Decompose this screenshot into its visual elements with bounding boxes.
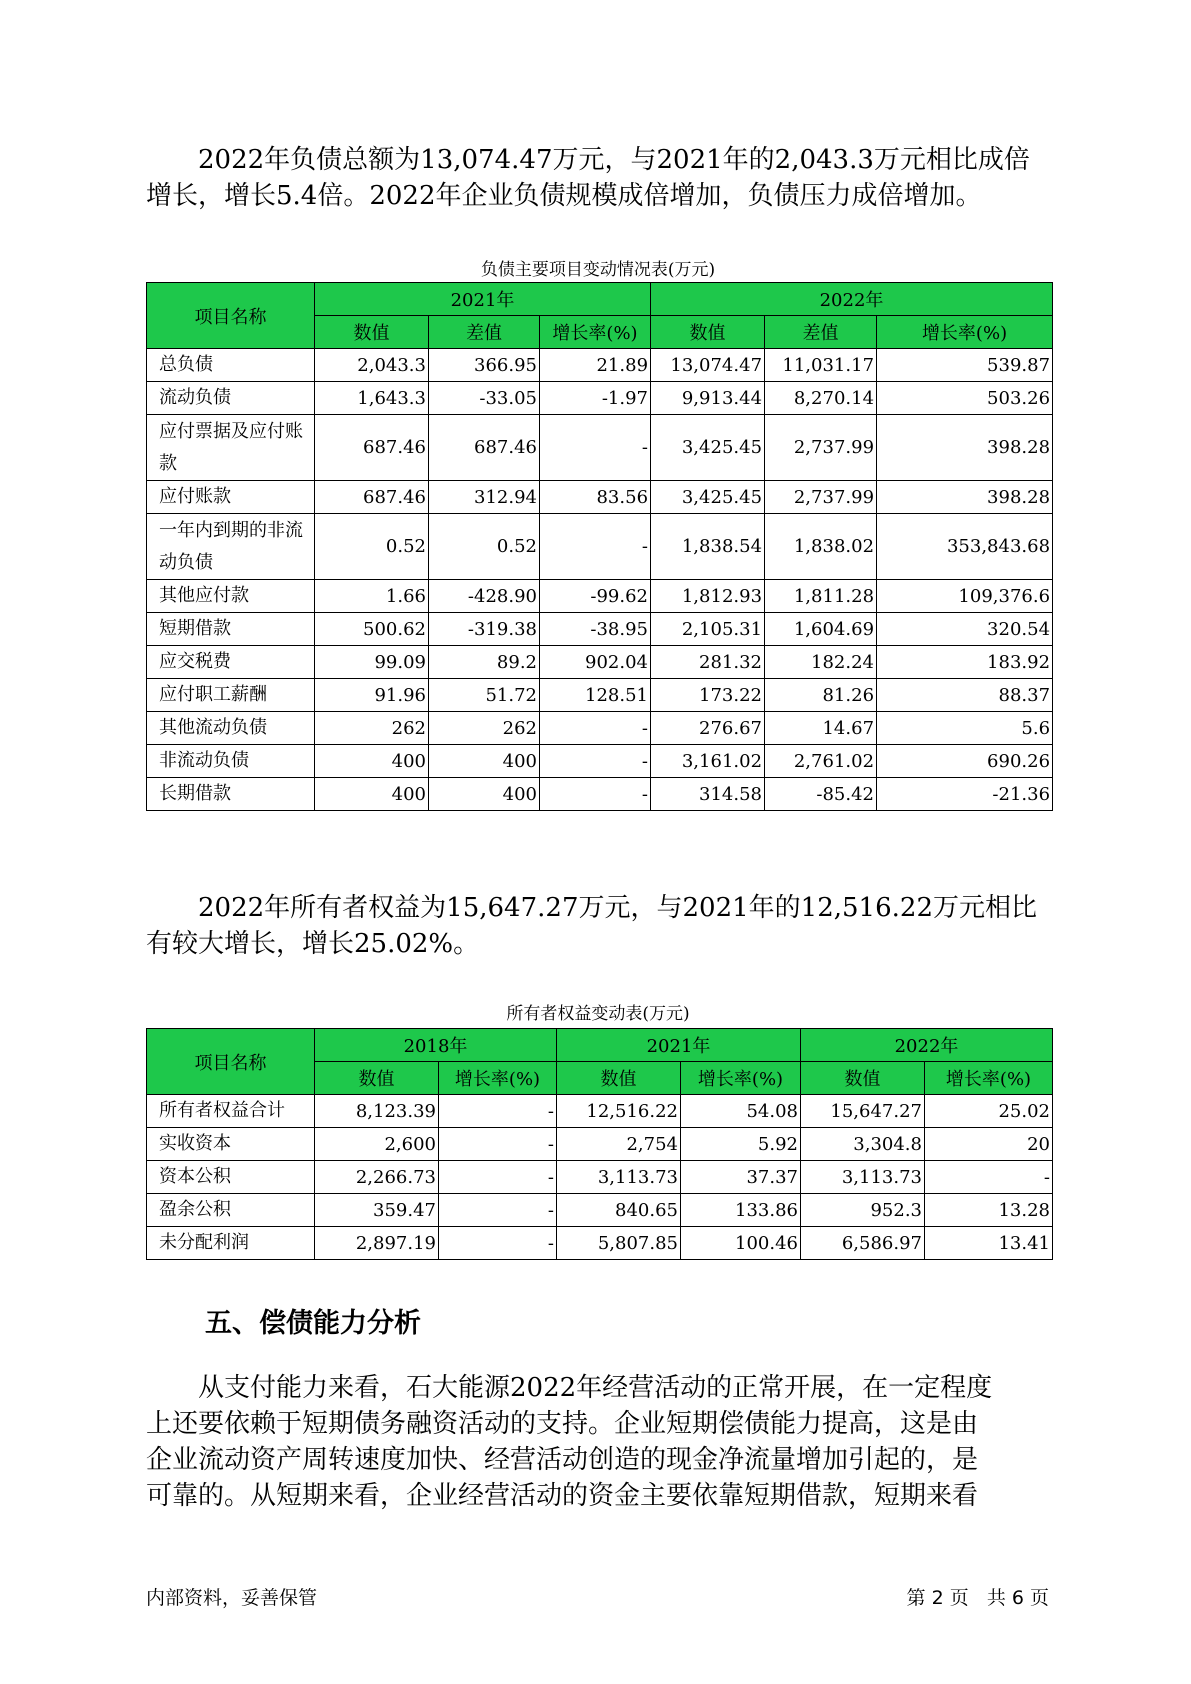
header-sub: 数值	[801, 1062, 925, 1095]
cell: -	[439, 1194, 557, 1227]
table-row	[147, 481, 1053, 514]
paragraph-liabilities	[146, 142, 1050, 214]
cell: 400	[429, 745, 540, 778]
cell: 11,031.17	[765, 349, 877, 382]
header-year-2021: 2021年	[315, 283, 651, 316]
cell: 5.6	[877, 712, 1053, 745]
cell: 5,807.85	[557, 1227, 681, 1260]
cell: 6,586.97	[801, 1227, 925, 1260]
cell: -319.38	[429, 613, 540, 646]
cell: 2,754	[557, 1128, 681, 1161]
cell: -38.95	[540, 613, 651, 646]
header-year-2021: 2021年	[557, 1029, 801, 1062]
cell: 1,604.69	[765, 613, 877, 646]
row-name: 其他流动负债	[147, 712, 315, 745]
cell: 91.96	[315, 679, 429, 712]
cell: 13.28	[925, 1194, 1053, 1227]
paragraph-line: 增长，增长5.4倍。2022年企业负债规模成倍增加，负债压力成倍增加。	[146, 181, 982, 211]
cell: -	[540, 514, 651, 580]
cell: 3,425.45	[651, 481, 765, 514]
cell: 3,304.8	[801, 1128, 925, 1161]
cell: 3,113.73	[557, 1161, 681, 1194]
cell: 2,737.99	[765, 481, 877, 514]
cell: -	[540, 415, 651, 481]
table1-caption: 负债主要项目变动情况表(万元)	[480, 260, 716, 280]
header-sub: 差值	[765, 316, 877, 349]
cell: 15,647.27	[801, 1095, 925, 1128]
cell: 276.67	[651, 712, 765, 745]
cell: 21.89	[540, 349, 651, 382]
table-row	[147, 1128, 1053, 1161]
cell: 5.92	[681, 1128, 801, 1161]
cell: -428.90	[429, 580, 540, 613]
cell: -99.62	[540, 580, 651, 613]
table-row	[147, 646, 1053, 679]
cell: 1,643.3	[315, 382, 429, 415]
row-name: 应付票据及应付账款	[147, 415, 315, 481]
cell: -	[540, 712, 651, 745]
table-row	[147, 349, 1053, 382]
cell: 400	[429, 778, 540, 811]
paragraph-line: 企业流动资产周转速度加快、经营活动创造的现金净流量增加引起的，是	[146, 1445, 979, 1475]
cell: 312.94	[429, 481, 540, 514]
cell: 0.52	[429, 514, 540, 580]
cell: 9,913.44	[651, 382, 765, 415]
header-sub: 增长率(%)	[439, 1062, 557, 1095]
cell: 359.47	[315, 1194, 439, 1227]
cell: 13,074.47	[651, 349, 765, 382]
cell: 1,811.28	[765, 580, 877, 613]
cell: 1,812.93	[651, 580, 765, 613]
cell: -21.36	[877, 778, 1053, 811]
cell: -	[439, 1095, 557, 1128]
table-row	[147, 745, 1053, 778]
cell: 183.92	[877, 646, 1053, 679]
cell: 1,838.54	[651, 514, 765, 580]
table-row	[147, 514, 1053, 580]
cell: 314.58	[651, 778, 765, 811]
table-row	[147, 415, 1053, 481]
cell: 89.2	[429, 646, 540, 679]
cell: 54.08	[681, 1095, 801, 1128]
liabilities-table	[146, 282, 1053, 811]
cell: 100.46	[681, 1227, 801, 1260]
table-row	[147, 580, 1053, 613]
row-name: 未分配利润	[147, 1227, 315, 1260]
cell: 2,266.73	[315, 1161, 439, 1194]
cell: 3,161.02	[651, 745, 765, 778]
header-sub: 差值	[429, 316, 540, 349]
cell: 398.28	[877, 415, 1053, 481]
cell: 88.37	[877, 679, 1053, 712]
header-sub: 增长率(%)	[925, 1062, 1053, 1095]
cell: 320.54	[877, 613, 1053, 646]
equity-table	[146, 1028, 1053, 1260]
row-name: 长期借款	[147, 778, 315, 811]
row-name: 所有者权益合计	[147, 1095, 315, 1128]
cell: 687.46	[429, 415, 540, 481]
cell: 2,043.3	[315, 349, 429, 382]
cell: 133.86	[681, 1194, 801, 1227]
header-item-name: 项目名称	[147, 283, 315, 349]
cell: 366.95	[429, 349, 540, 382]
header-sub: 增长率(%)	[877, 316, 1053, 349]
cell: -	[540, 778, 651, 811]
cell: -1.97	[540, 382, 651, 415]
paragraph-line: 可靠的。从短期来看，企业经营活动的资金主要依靠短期借款，短期来看	[146, 1481, 979, 1511]
cell: 262	[429, 712, 540, 745]
header-year-2022: 2022年	[801, 1029, 1053, 1062]
footer-page-number: 第 2 页 共 6 页	[906, 1587, 1049, 1609]
header-sub: 数值	[315, 316, 429, 349]
cell: 2,897.19	[315, 1227, 439, 1260]
table-row	[147, 1227, 1053, 1260]
paragraph-line: 有较大增长，增长25.02%。	[146, 929, 480, 959]
table-row	[147, 613, 1053, 646]
cell: 840.65	[557, 1194, 681, 1227]
cell: 3,425.45	[651, 415, 765, 481]
cell: 8,270.14	[765, 382, 877, 415]
paragraph-equity	[146, 890, 1050, 962]
header-item-name: 项目名称	[147, 1029, 315, 1095]
row-name: 一年内到期的非流动负债	[147, 514, 315, 580]
row-name: 应交税费	[147, 646, 315, 679]
cell: 14.67	[765, 712, 877, 745]
row-name: 盈余公积	[147, 1194, 315, 1227]
row-name: 资本公积	[147, 1161, 315, 1194]
cell: 3,113.73	[801, 1161, 925, 1194]
cell: 83.56	[540, 481, 651, 514]
cell: 400	[315, 778, 429, 811]
cell: 687.46	[315, 481, 429, 514]
cell: -33.05	[429, 382, 540, 415]
table-row	[147, 1194, 1053, 1227]
cell: 2,761.02	[765, 745, 877, 778]
table2-caption: 所有者权益变动表(万元)	[506, 1004, 690, 1024]
cell: 1.66	[315, 580, 429, 613]
table-row	[147, 679, 1053, 712]
header-year-2018: 2018年	[315, 1029, 557, 1062]
row-name: 总负债	[147, 349, 315, 382]
cell: -	[540, 745, 651, 778]
row-name: 短期借款	[147, 613, 315, 646]
cell: 12,516.22	[557, 1095, 681, 1128]
row-name: 应付职工薪酬	[147, 679, 315, 712]
cell: 353,843.68	[877, 514, 1053, 580]
paragraph-line: 上还要依赖于短期债务融资活动的支持。企业短期偿债能力提高，这是由	[146, 1409, 979, 1439]
section-heading: 五、偿债能力分析	[205, 1308, 421, 1339]
cell: 81.26	[765, 679, 877, 712]
cell: -	[439, 1161, 557, 1194]
row-name: 实收资本	[147, 1128, 315, 1161]
cell: 262	[315, 712, 429, 745]
cell: 500.62	[315, 613, 429, 646]
paragraph-line: 2022年负债总额为13,074.47万元，与2021年的2,043.3万元相比成倍	[198, 145, 1030, 175]
cell: 25.02	[925, 1095, 1053, 1128]
cell: 2,105.31	[651, 613, 765, 646]
cell: 13.41	[925, 1227, 1053, 1260]
cell: -	[439, 1128, 557, 1161]
cell: 173.22	[651, 679, 765, 712]
row-name: 流动负债	[147, 382, 315, 415]
cell: 2,737.99	[765, 415, 877, 481]
paragraph-solvency	[146, 1370, 1050, 1514]
paragraph-line: 2022年所有者权益为15,647.27万元，与2021年的12,516.22万元相比	[198, 893, 1037, 923]
cell: 2,600	[315, 1128, 439, 1161]
cell: -	[439, 1227, 557, 1260]
cell: 281.32	[651, 646, 765, 679]
table-row	[147, 712, 1053, 745]
cell: 99.09	[315, 646, 429, 679]
cell: 0.52	[315, 514, 429, 580]
cell: 539.87	[877, 349, 1053, 382]
cell: 1,838.02	[765, 514, 877, 580]
cell: 952.3	[801, 1194, 925, 1227]
cell: -85.42	[765, 778, 877, 811]
header-sub: 增长率(%)	[681, 1062, 801, 1095]
cell: 690.26	[877, 745, 1053, 778]
cell: 400	[315, 745, 429, 778]
table-row	[147, 382, 1053, 415]
row-name: 应付账款	[147, 481, 315, 514]
cell: 128.51	[540, 679, 651, 712]
cell: 182.24	[765, 646, 877, 679]
table-row	[147, 778, 1053, 811]
row-name: 非流动负债	[147, 745, 315, 778]
cell: 20	[925, 1128, 1053, 1161]
header-sub: 数值	[651, 316, 765, 349]
row-name: 其他应付款	[147, 580, 315, 613]
table-row	[147, 1095, 1053, 1128]
header-sub: 增长率(%)	[540, 316, 651, 349]
header-sub: 数值	[557, 1062, 681, 1095]
footer-confidential: 内部资料，妥善保管	[146, 1587, 318, 1609]
cell: 37.37	[681, 1161, 801, 1194]
paragraph-line: 从支付能力来看，石大能源2022年经营活动的正常开展，在一定程度	[198, 1373, 993, 1403]
cell: 503.26	[877, 382, 1053, 415]
table-row	[147, 1161, 1053, 1194]
cell: 687.46	[315, 415, 429, 481]
cell: -	[925, 1161, 1053, 1194]
header-sub: 数值	[315, 1062, 439, 1095]
cell: 902.04	[540, 646, 651, 679]
cell: 398.28	[877, 481, 1053, 514]
cell: 8,123.39	[315, 1095, 439, 1128]
cell: 51.72	[429, 679, 540, 712]
header-year-2022: 2022年	[651, 283, 1053, 316]
cell: 109,376.6	[877, 580, 1053, 613]
